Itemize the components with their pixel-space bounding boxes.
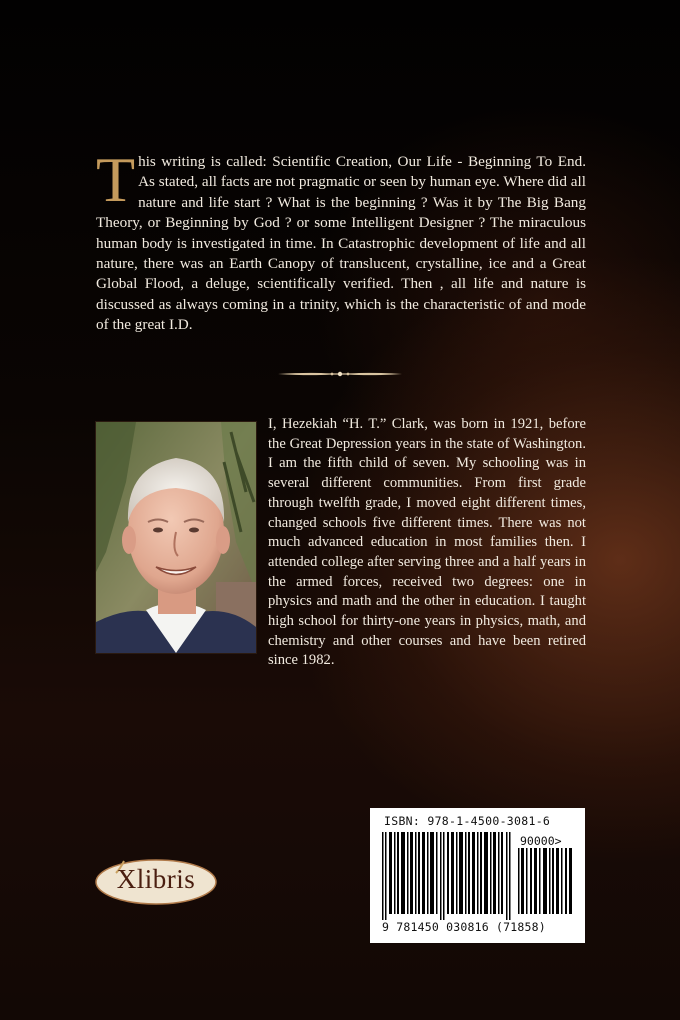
addon-barcode-bars	[518, 848, 574, 914]
barcode-bars	[382, 832, 514, 920]
barcode-digits: 9 781450 030816 (71858)	[382, 920, 546, 934]
author-bio: I, Hezekiah “H. T.” Clark, was born in 1921, before the Great Depression years in the state of Washington. I am the fifth child of seven. My schooling was in several different communities. From first grade through twelfth grade, I moved eight different times, changed schools five different times. There was not much advanced education in most families then. I attended college after serving three and a half years in the armed forces, received two degrees: one in physics and math and the other in education. I taught high school for thirty-one years in physics, math, and chemistry and other courses and have been retired since 1982.	[268, 416, 586, 669]
price-addon-code: 90000>	[520, 834, 562, 848]
xlibris-logo	[94, 855, 218, 907]
isbn-barcode	[370, 808, 585, 943]
isbn-label: ISBN: 978-1-4500-3081-6	[384, 814, 551, 828]
drop-cap: T	[96, 144, 136, 215]
description-text: his writing is called: Scientific Creation, Our Life - Beginning To End. As stated, all facts are not pragmatic or seen by human eye. Where did all nature and life start ? What is the beginning ? Was it by The Big Bang Theory, or Beginning by God ? or some Intelligent Designer ? The miraculous human body is investigated in time. In Catastrophic development of life and all nature, there was an Earth Canopy of translucent, crystalline, ice and a Great Global Flood, a deluge, scientifically verified. Then , all life and nature is discussed as always coming in a trinity, which is the characteristic of and mode of the great I.D.	[96, 153, 586, 334]
publisher-name: Xlibris	[116, 864, 196, 894]
author-photo	[95, 421, 257, 654]
book-description	[96, 144, 586, 336]
ornamental-divider	[278, 370, 402, 378]
